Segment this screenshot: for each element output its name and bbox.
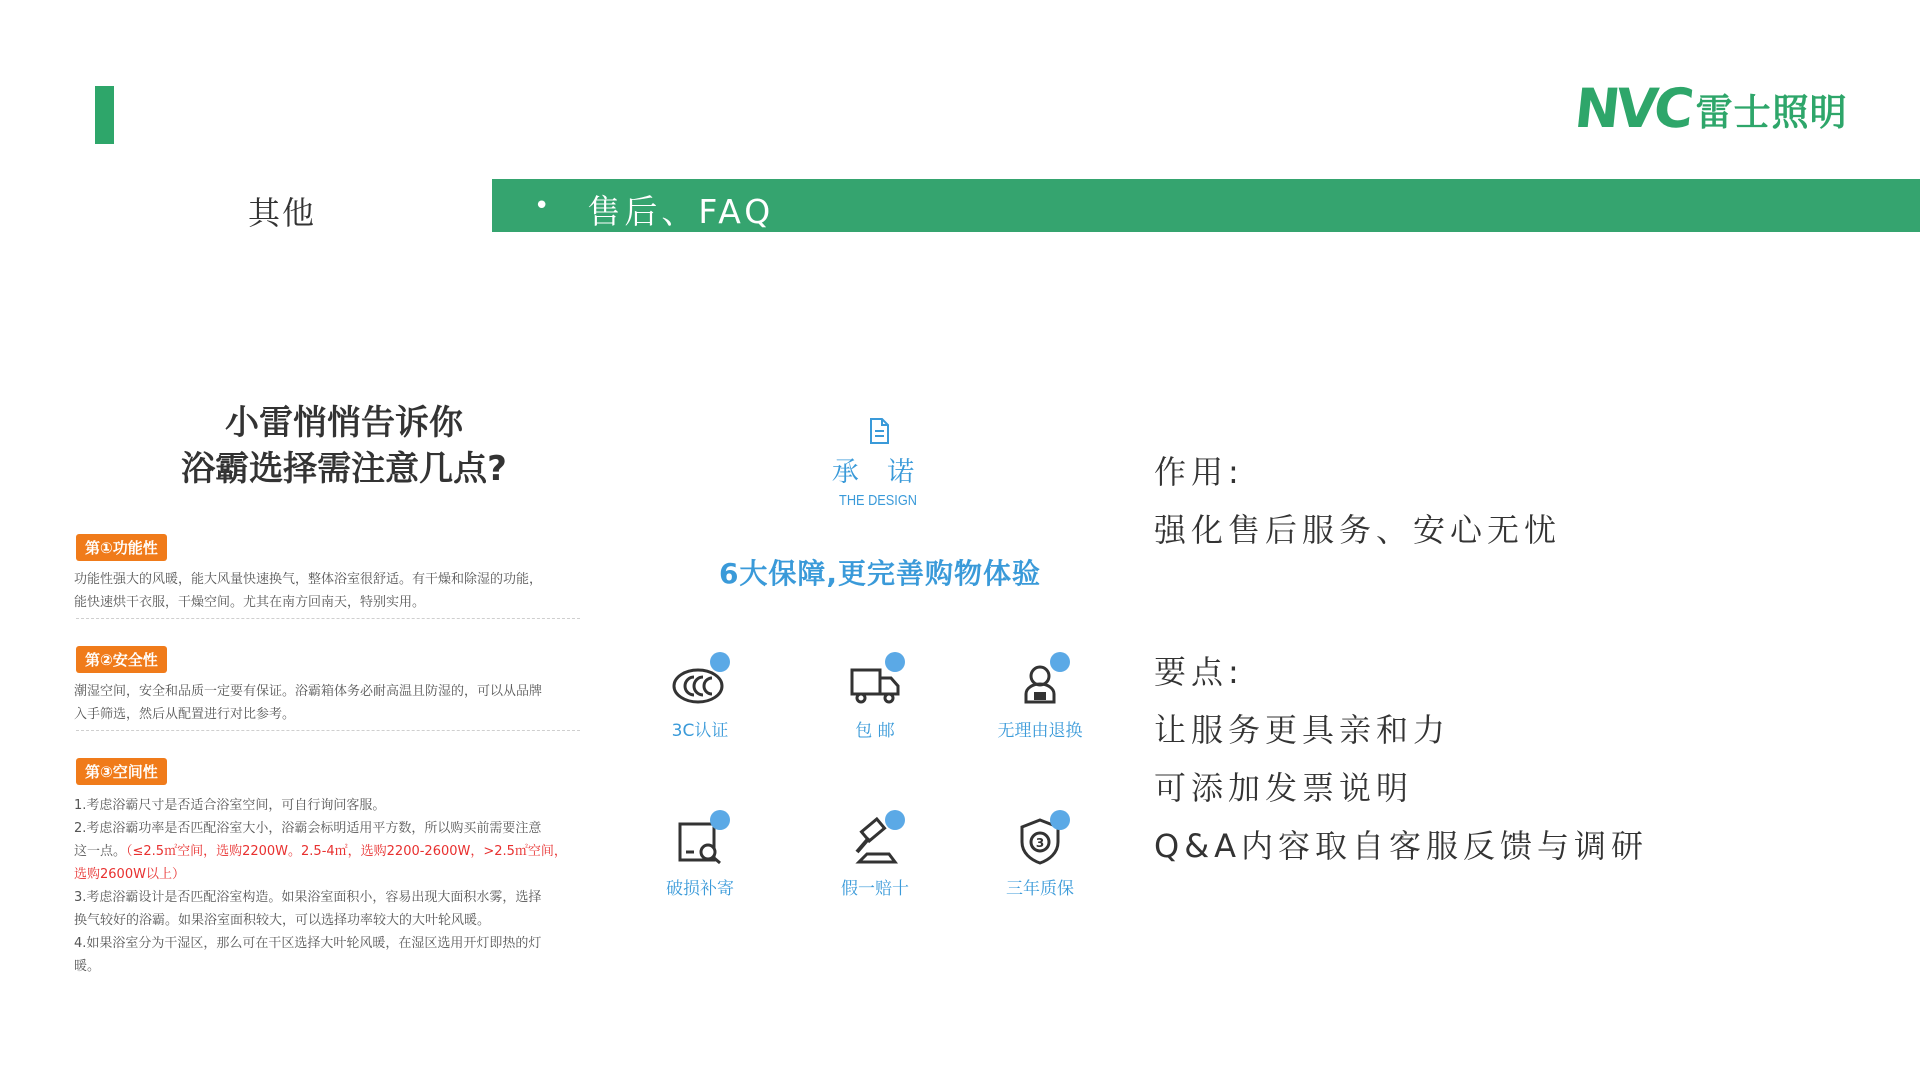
- tip-text-line: [74, 840, 584, 863]
- point-item: Q&A内容取自客服反馈与调研: [1154, 827, 1649, 865]
- point-item: 可添加发票说明: [1154, 769, 1414, 807]
- feature-label: 3C认证: [671, 721, 729, 741]
- tip-text-line: 潮湿空间，安全和品质一定要有保证。浴霸箱体务必耐高温且防湿的，可以从品牌: [74, 684, 543, 699]
- heading-line-1: 小雷悄悄告诉你: [225, 403, 463, 443]
- tip-text-highlight: 选购2600W以上）: [74, 867, 185, 882]
- role-text: 强化售后服务、安心无忧: [1154, 511, 1562, 549]
- tip-text-line: 功能性强大的风暖，能大风量快速换气，整体浴室很舒适。有干燥和除湿的功能，: [74, 572, 543, 587]
- logo-mark: NVC: [1571, 77, 1693, 140]
- return-person-icon: [1012, 658, 1068, 708]
- feature-three-year-warranty: [960, 816, 1120, 899]
- guarantee-headline: 6大保障,更完善购物体验: [718, 557, 1042, 590]
- role-heading: 作用:: [1154, 453, 1244, 491]
- feature-label: 假一赔十: [841, 879, 909, 899]
- document-icon: [868, 418, 890, 448]
- feature-free-return: [960, 658, 1120, 741]
- accent-bar: [95, 86, 114, 144]
- feature-fake-compensation: [795, 816, 955, 899]
- logo-text: 雷士照明: [1695, 91, 1848, 134]
- title-band: [492, 179, 1920, 232]
- tip-tag: 第②安全性: [76, 646, 167, 673]
- tip-text-line: 能快速烘干衣服，干燥空间。尤其在南方回南天，特别实用。: [74, 595, 426, 610]
- delivery-truck-icon: [847, 658, 903, 708]
- feature-label: 无理由退换: [997, 721, 1083, 741]
- svg-text:3: 3: [1035, 836, 1045, 850]
- tip-tag: 第③空间性: [76, 758, 167, 785]
- tip-text: 这一点。: [74, 844, 127, 859]
- feature-free-shipping: [795, 658, 955, 741]
- tip-text-line: 2.考虑浴霸功率是否匹配浴室大小，浴霸会标明适用平方数，所以购买前需要注意: [74, 821, 542, 836]
- tip-text-line: 4.如果浴室分为干湿区，那么可在干区选择大叶轮风暖，在湿区选用开灯即热的灯: [74, 936, 542, 951]
- points-heading: 要点:: [1154, 653, 1244, 691]
- tip-text-line: 入手筛选，然后从配置进行对比参考。: [74, 707, 296, 722]
- promise-title: 承 诺: [831, 457, 925, 488]
- tip-text-line: 3.考虑浴霸设计是否匹配浴室构造。如果浴室面积小，容易出现大面积水雾，选择: [74, 890, 542, 905]
- gavel-icon: [847, 816, 903, 866]
- dashed-divider: [76, 730, 580, 731]
- feature-3c-cert: [620, 658, 780, 741]
- tip-text-line: 暖。: [74, 959, 101, 974]
- heading-line-2: 浴霸选择需注意几点?: [181, 449, 507, 489]
- feature-label: 破损补寄: [666, 879, 734, 899]
- bath-heater-tips-heading: [74, 400, 584, 492]
- brand-logo: [1571, 77, 1848, 140]
- point-item: 让服务更具亲和力: [1154, 711, 1451, 749]
- design-subtitle: THE DESIGN: [839, 492, 917, 509]
- warranty-shield-icon: [1012, 816, 1068, 866]
- tip-text-line: 1.考虑浴霸尺寸是否适合浴室空间，可自行询问客服。: [74, 798, 386, 813]
- title-bullet: •: [534, 190, 550, 221]
- tip-section-space: [74, 758, 584, 978]
- page-title: 售后、FAQ: [587, 192, 775, 231]
- feature-damage-resend: [620, 816, 780, 899]
- dashed-divider: [76, 618, 580, 619]
- 3c-cert-icon: [672, 658, 728, 708]
- section-label: 其他: [248, 194, 317, 232]
- tip-text-line: 换气较好的浴霸。如果浴室面积较大，可以选择功率较大的大叶轮风暖。: [74, 913, 491, 928]
- tip-section-safety: [74, 646, 584, 726]
- damaged-box-icon: [672, 816, 728, 866]
- tip-tag: 第①功能性: [76, 534, 167, 561]
- feature-label: 三年质保: [1006, 879, 1074, 899]
- tip-section-function: [74, 534, 584, 614]
- feature-label: 包 邮: [855, 721, 895, 741]
- tip-text-highlight: （≤2.5㎡空间，选购2200W。2.5-4㎡，选购2200-2600W，>2.5㎡空间，: [126, 844, 567, 859]
